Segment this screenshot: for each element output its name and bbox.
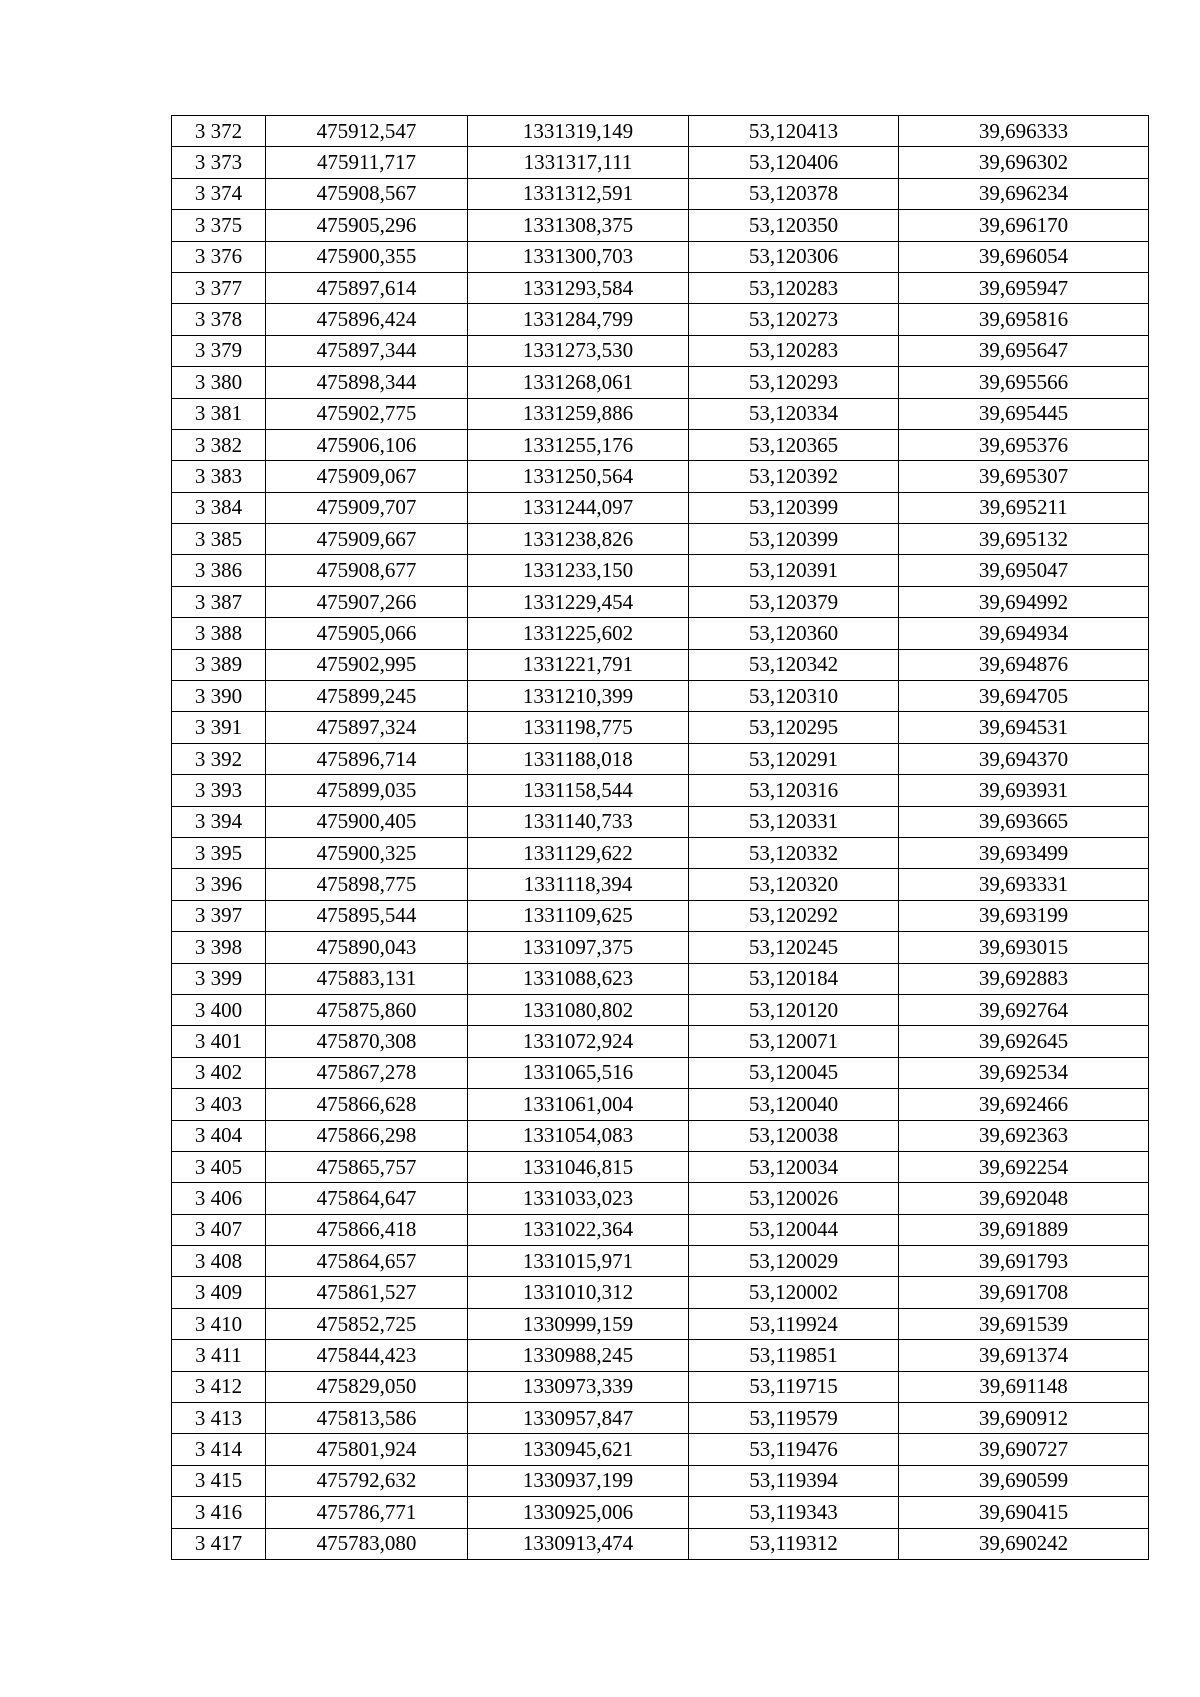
longitude-cell: 39,695376 [899,429,1149,460]
y-coordinate-cell: 1331284,799 [468,304,689,335]
table-row [172,1183,1149,1214]
longitude-cell: 39,691889 [899,1214,1149,1245]
table-row [172,429,1149,460]
x-coordinate-cell: 475813,586 [266,1403,468,1434]
x-coordinate-cell: 475864,647 [266,1183,468,1214]
x-coordinate-cell: 475905,066 [266,618,468,649]
x-coordinate-cell: 475907,266 [266,586,468,617]
y-coordinate-cell: 1331312,591 [468,178,689,209]
x-coordinate-cell: 475899,035 [266,775,468,806]
y-coordinate-cell: 1331221,791 [468,649,689,680]
table-row [172,712,1149,743]
point-number-cell: 3 408 [172,1246,266,1277]
point-number-cell: 3 376 [172,241,266,272]
longitude-cell: 39,691539 [899,1308,1149,1339]
point-number-cell: 3 386 [172,555,266,586]
y-coordinate-cell: 1331319,149 [468,116,689,147]
point-number-cell: 3 374 [172,178,266,209]
longitude-cell: 39,692363 [899,1120,1149,1151]
table-row [172,1277,1149,1308]
x-coordinate-cell: 475912,547 [266,116,468,147]
longitude-cell: 39,692254 [899,1151,1149,1182]
x-coordinate-cell: 475908,567 [266,178,468,209]
point-number-cell: 3 404 [172,1120,266,1151]
x-coordinate-cell: 475909,707 [266,492,468,523]
y-coordinate-cell: 1331129,622 [468,837,689,868]
longitude-cell: 39,696054 [899,241,1149,272]
y-coordinate-cell: 1331238,826 [468,524,689,555]
latitude-cell: 53,120184 [689,963,899,994]
y-coordinate-cell: 1330913,474 [468,1528,689,1559]
longitude-cell: 39,696170 [899,210,1149,241]
longitude-cell: 39,695307 [899,461,1149,492]
point-number-cell: 3 373 [172,147,266,178]
y-coordinate-cell: 1331061,004 [468,1089,689,1120]
y-coordinate-cell: 1331293,584 [468,272,689,303]
x-coordinate-cell: 475899,245 [266,681,468,712]
longitude-cell: 39,695132 [899,524,1149,555]
latitude-cell: 53,120293 [689,367,899,398]
table-row [172,681,1149,712]
x-coordinate-cell: 475911,717 [266,147,468,178]
x-coordinate-cell: 475883,131 [266,963,468,994]
latitude-cell: 53,120044 [689,1214,899,1245]
table-row [172,775,1149,806]
latitude-cell: 53,120292 [689,900,899,931]
y-coordinate-cell: 1331080,802 [468,994,689,1025]
point-number-cell: 3 396 [172,869,266,900]
longitude-cell: 39,696302 [899,147,1149,178]
longitude-cell: 39,692534 [899,1057,1149,1088]
point-number-cell: 3 392 [172,743,266,774]
longitude-cell: 39,695047 [899,555,1149,586]
longitude-cell: 39,692883 [899,963,1149,994]
y-coordinate-cell: 1331317,111 [468,147,689,178]
x-coordinate-cell: 475864,657 [266,1246,468,1277]
point-number-cell: 3 412 [172,1371,266,1402]
table-row [172,1465,1149,1496]
point-number-cell: 3 406 [172,1183,266,1214]
x-coordinate-cell: 475861,527 [266,1277,468,1308]
latitude-cell: 53,120038 [689,1120,899,1151]
y-coordinate-cell: 1331233,150 [468,555,689,586]
table-row [172,1371,1149,1402]
x-coordinate-cell: 475786,771 [266,1497,468,1528]
latitude-cell: 53,120002 [689,1277,899,1308]
table-row [172,1026,1149,1057]
x-coordinate-cell: 475792,632 [266,1465,468,1496]
longitude-cell: 39,690242 [899,1528,1149,1559]
table-row [172,304,1149,335]
latitude-cell: 53,120360 [689,618,899,649]
table-row [172,618,1149,649]
y-coordinate-cell: 1330957,847 [468,1403,689,1434]
y-coordinate-cell: 1331188,018 [468,743,689,774]
latitude-cell: 53,120406 [689,147,899,178]
x-coordinate-cell: 475852,725 [266,1308,468,1339]
longitude-cell: 39,693665 [899,806,1149,837]
table-row [172,367,1149,398]
table-row [172,963,1149,994]
latitude-cell: 53,120295 [689,712,899,743]
y-coordinate-cell: 1331065,516 [468,1057,689,1088]
point-number-cell: 3 407 [172,1214,266,1245]
x-coordinate-cell: 475906,106 [266,429,468,460]
table-row [172,932,1149,963]
table-row [172,1214,1149,1245]
latitude-cell: 53,120120 [689,994,899,1025]
x-coordinate-cell: 475866,298 [266,1120,468,1151]
longitude-cell: 39,694705 [899,681,1149,712]
longitude-cell: 39,692466 [899,1089,1149,1120]
point-number-cell: 3 403 [172,1089,266,1120]
table-row [172,1434,1149,1465]
latitude-cell: 53,120378 [689,178,899,209]
point-number-cell: 3 413 [172,1403,266,1434]
x-coordinate-cell: 475897,324 [266,712,468,743]
longitude-cell: 39,696234 [899,178,1149,209]
longitude-cell: 39,695947 [899,272,1149,303]
y-coordinate-cell: 1331046,815 [468,1151,689,1182]
point-number-cell: 3 394 [172,806,266,837]
y-coordinate-cell: 1331118,394 [468,869,689,900]
point-number-cell: 3 414 [172,1434,266,1465]
y-coordinate-cell: 1331229,454 [468,586,689,617]
y-coordinate-cell: 1331097,375 [468,932,689,963]
latitude-cell: 53,120071 [689,1026,899,1057]
x-coordinate-cell: 475896,714 [266,743,468,774]
point-number-cell: 3 399 [172,963,266,994]
latitude-cell: 53,120391 [689,555,899,586]
point-number-cell: 3 381 [172,398,266,429]
latitude-cell: 53,120045 [689,1057,899,1088]
longitude-cell: 39,691374 [899,1340,1149,1371]
latitude-cell: 53,120334 [689,398,899,429]
latitude-cell: 53,120283 [689,335,899,366]
latitude-cell: 53,120342 [689,649,899,680]
point-number-cell: 3 387 [172,586,266,617]
longitude-cell: 39,694992 [899,586,1149,617]
coordinates-table [171,115,1149,1560]
x-coordinate-cell: 475898,775 [266,869,468,900]
point-number-cell: 3 383 [172,461,266,492]
latitude-cell: 53,119343 [689,1497,899,1528]
y-coordinate-cell: 1331268,061 [468,367,689,398]
point-number-cell: 3 385 [172,524,266,555]
y-coordinate-cell: 1331259,886 [468,398,689,429]
x-coordinate-cell: 475829,050 [266,1371,468,1402]
latitude-cell: 53,120245 [689,932,899,963]
latitude-cell: 53,120283 [689,272,899,303]
coordinates-table-body [172,116,1149,1560]
x-coordinate-cell: 475866,628 [266,1089,468,1120]
point-number-cell: 3 398 [172,932,266,963]
latitude-cell: 53,119851 [689,1340,899,1371]
longitude-cell: 39,696333 [899,116,1149,147]
table-row [172,1246,1149,1277]
point-number-cell: 3 401 [172,1026,266,1057]
y-coordinate-cell: 1331225,602 [468,618,689,649]
x-coordinate-cell: 475900,405 [266,806,468,837]
table-row [172,461,1149,492]
longitude-cell: 39,691793 [899,1246,1149,1277]
table-row [172,210,1149,241]
longitude-cell: 39,691148 [899,1371,1149,1402]
x-coordinate-cell: 475902,995 [266,649,468,680]
table-row [172,1308,1149,1339]
point-number-cell: 3 391 [172,712,266,743]
x-coordinate-cell: 475866,418 [266,1214,468,1245]
longitude-cell: 39,691708 [899,1277,1149,1308]
point-number-cell: 3 377 [172,272,266,303]
longitude-cell: 39,693015 [899,932,1149,963]
latitude-cell: 53,119579 [689,1403,899,1434]
latitude-cell: 53,120310 [689,681,899,712]
latitude-cell: 53,120392 [689,461,899,492]
y-coordinate-cell: 1331022,364 [468,1214,689,1245]
table-row [172,649,1149,680]
table-row [172,116,1149,147]
longitude-cell: 39,695445 [899,398,1149,429]
table-row [172,335,1149,366]
y-coordinate-cell: 1331072,924 [468,1026,689,1057]
y-coordinate-cell: 1331210,399 [468,681,689,712]
y-coordinate-cell: 1331054,083 [468,1120,689,1151]
y-coordinate-cell: 1331244,097 [468,492,689,523]
point-number-cell: 3 402 [172,1057,266,1088]
latitude-cell: 53,119715 [689,1371,899,1402]
x-coordinate-cell: 475909,067 [266,461,468,492]
longitude-cell: 39,694370 [899,743,1149,774]
point-number-cell: 3 400 [172,994,266,1025]
latitude-cell: 53,120306 [689,241,899,272]
table-row [172,524,1149,555]
latitude-cell: 53,120316 [689,775,899,806]
x-coordinate-cell: 475900,325 [266,837,468,868]
longitude-cell: 39,695211 [899,492,1149,523]
point-number-cell: 3 395 [172,837,266,868]
longitude-cell: 39,692645 [899,1026,1149,1057]
latitude-cell: 53,120029 [689,1246,899,1277]
table-row [172,586,1149,617]
table-row [172,272,1149,303]
latitude-cell: 53,120320 [689,869,899,900]
longitude-cell: 39,690727 [899,1434,1149,1465]
point-number-cell: 3 417 [172,1528,266,1559]
longitude-cell: 39,694934 [899,618,1149,649]
table-row [172,1120,1149,1151]
x-coordinate-cell: 475897,614 [266,272,468,303]
x-coordinate-cell: 475865,757 [266,1151,468,1182]
table-row [172,869,1149,900]
y-coordinate-cell: 1331140,733 [468,806,689,837]
latitude-cell: 53,120399 [689,524,899,555]
longitude-cell: 39,694531 [899,712,1149,743]
table-row [172,1497,1149,1528]
y-coordinate-cell: 1331033,023 [468,1183,689,1214]
point-number-cell: 3 382 [172,429,266,460]
point-number-cell: 3 389 [172,649,266,680]
table-row [172,994,1149,1025]
latitude-cell: 53,119476 [689,1434,899,1465]
y-coordinate-cell: 1331158,544 [468,775,689,806]
table-row [172,806,1149,837]
point-number-cell: 3 397 [172,900,266,931]
table-row [172,837,1149,868]
y-coordinate-cell: 1331300,703 [468,241,689,272]
latitude-cell: 53,119924 [689,1308,899,1339]
latitude-cell: 53,120379 [689,586,899,617]
table-row [172,241,1149,272]
point-number-cell: 3 415 [172,1465,266,1496]
y-coordinate-cell: 1331273,530 [468,335,689,366]
y-coordinate-cell: 1330988,245 [468,1340,689,1371]
latitude-cell: 53,120331 [689,806,899,837]
latitude-cell: 53,120034 [689,1151,899,1182]
longitude-cell: 39,690912 [899,1403,1149,1434]
latitude-cell: 53,120413 [689,116,899,147]
y-coordinate-cell: 1331010,312 [468,1277,689,1308]
table-row [172,555,1149,586]
point-number-cell: 3 411 [172,1340,266,1371]
y-coordinate-cell: 1331088,623 [468,963,689,994]
longitude-cell: 39,692048 [899,1183,1149,1214]
x-coordinate-cell: 475902,775 [266,398,468,429]
point-number-cell: 3 390 [172,681,266,712]
table-row [172,178,1149,209]
x-coordinate-cell: 475870,308 [266,1026,468,1057]
y-coordinate-cell: 1331308,375 [468,210,689,241]
longitude-cell: 39,695647 [899,335,1149,366]
point-number-cell: 3 416 [172,1497,266,1528]
latitude-cell: 53,120273 [689,304,899,335]
longitude-cell: 39,693931 [899,775,1149,806]
x-coordinate-cell: 475898,344 [266,367,468,398]
y-coordinate-cell: 1331015,971 [468,1246,689,1277]
latitude-cell: 53,120040 [689,1089,899,1120]
y-coordinate-cell: 1330945,621 [468,1434,689,1465]
point-number-cell: 3 409 [172,1277,266,1308]
table-row [172,398,1149,429]
point-number-cell: 3 375 [172,210,266,241]
x-coordinate-cell: 475890,043 [266,932,468,963]
y-coordinate-cell: 1330999,159 [468,1308,689,1339]
longitude-cell: 39,693199 [899,900,1149,931]
x-coordinate-cell: 475895,544 [266,900,468,931]
point-number-cell: 3 380 [172,367,266,398]
x-coordinate-cell: 475844,423 [266,1340,468,1371]
longitude-cell: 39,692764 [899,994,1149,1025]
x-coordinate-cell: 475801,924 [266,1434,468,1465]
point-number-cell: 3 405 [172,1151,266,1182]
latitude-cell: 53,119394 [689,1465,899,1496]
table-row [172,1403,1149,1434]
point-number-cell: 3 379 [172,335,266,366]
longitude-cell: 39,693499 [899,837,1149,868]
x-coordinate-cell: 475908,677 [266,555,468,586]
x-coordinate-cell: 475900,355 [266,241,468,272]
x-coordinate-cell: 475897,344 [266,335,468,366]
longitude-cell: 39,694876 [899,649,1149,680]
latitude-cell: 53,119312 [689,1528,899,1559]
latitude-cell: 53,120291 [689,743,899,774]
table-row [172,1057,1149,1088]
point-number-cell: 3 410 [172,1308,266,1339]
y-coordinate-cell: 1330925,006 [468,1497,689,1528]
longitude-cell: 39,695566 [899,367,1149,398]
point-number-cell: 3 372 [172,116,266,147]
y-coordinate-cell: 1331198,775 [468,712,689,743]
longitude-cell: 39,695816 [899,304,1149,335]
table-row [172,743,1149,774]
x-coordinate-cell: 475905,296 [266,210,468,241]
longitude-cell: 39,690599 [899,1465,1149,1496]
point-number-cell: 3 393 [172,775,266,806]
latitude-cell: 53,120026 [689,1183,899,1214]
table-row [172,1151,1149,1182]
longitude-cell: 39,693331 [899,869,1149,900]
table-row [172,1089,1149,1120]
latitude-cell: 53,120365 [689,429,899,460]
y-coordinate-cell: 1331255,176 [468,429,689,460]
point-number-cell: 3 378 [172,304,266,335]
latitude-cell: 53,120350 [689,210,899,241]
table-row [172,900,1149,931]
y-coordinate-cell: 1330937,199 [468,1465,689,1496]
x-coordinate-cell: 475867,278 [266,1057,468,1088]
longitude-cell: 39,690415 [899,1497,1149,1528]
x-coordinate-cell: 475896,424 [266,304,468,335]
x-coordinate-cell: 475875,860 [266,994,468,1025]
y-coordinate-cell: 1330973,339 [468,1371,689,1402]
point-number-cell: 3 384 [172,492,266,523]
table-row [172,147,1149,178]
latitude-cell: 53,120332 [689,837,899,868]
table-row [172,1528,1149,1559]
y-coordinate-cell: 1331109,625 [468,900,689,931]
x-coordinate-cell: 475783,080 [266,1528,468,1559]
table-row [172,1340,1149,1371]
latitude-cell: 53,120399 [689,492,899,523]
x-coordinate-cell: 475909,667 [266,524,468,555]
table-row [172,492,1149,523]
point-number-cell: 3 388 [172,618,266,649]
y-coordinate-cell: 1331250,564 [468,461,689,492]
